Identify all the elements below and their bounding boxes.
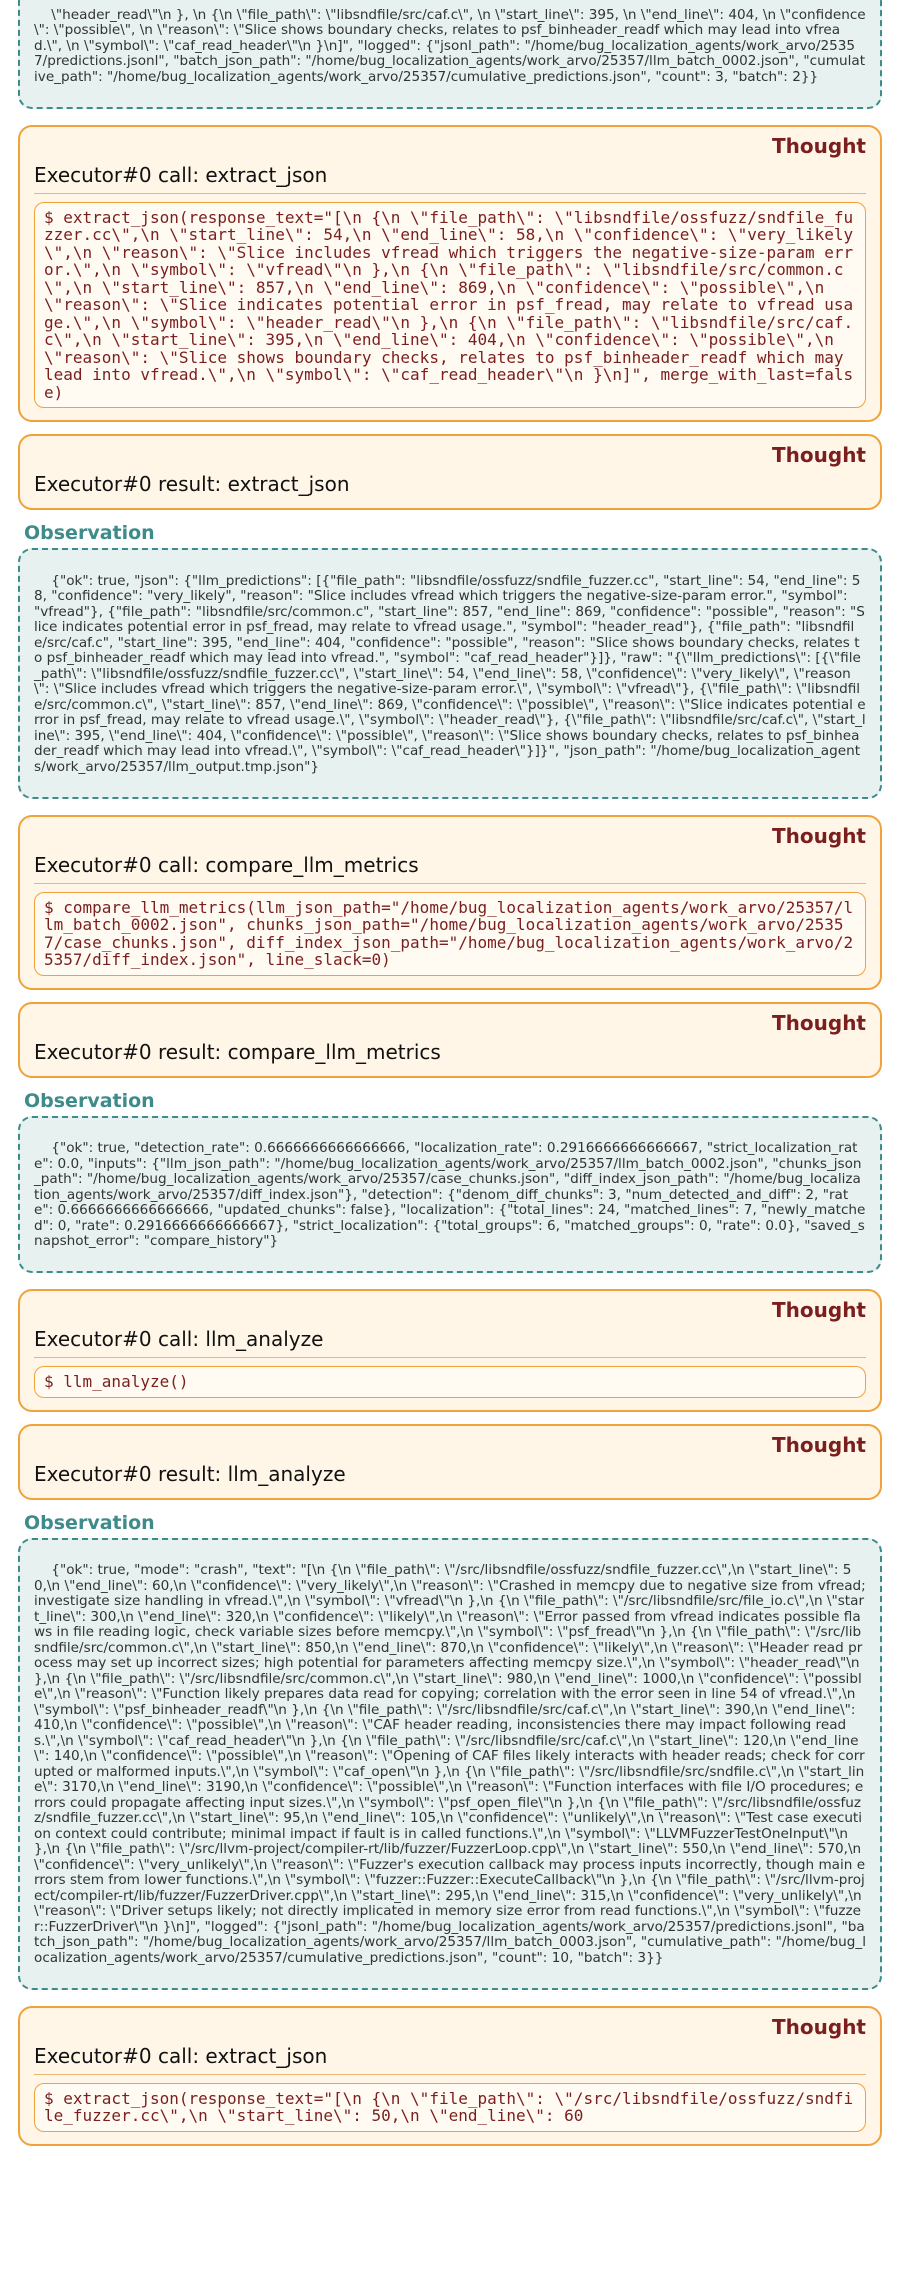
observation-text: {"ok": true, "detection_rate": 0.6666666666666666, "localization_rate": 0.2916666666666667, "strict_localization_rate": 0.0, "inputs": {"llm_json_path": "/home/bug_localization_agents/work_arvo/25357/llm_batch_0002.json", "chunks_json_path": "/home/bug_localization_agents/work_arvo/25357/case_chunks.json", "diff_index_json_path": "/home/bug_localization_agents/work_arvo/25357/diff_index.json"}, "detection": {"denom_diff_chunks": 3, "num_detected_and_diff": 2, "rate": 0.6666666666666666, "updated_chunks": false}, "localization": {"total_lines": 24, "matched_lines": 7, "newly_matched": 0, "rate": 0.2916666666666667}, "strict_localization": {"total_groups": 6, "matched_groups": 0, "rate": 0.0}, "saved_snapshot_error": "compare_history"} bbox=[34, 1140, 866, 1249]
observation-box bbox=[18, 0, 882, 109]
result-card bbox=[18, 1424, 882, 1500]
thought-label: Thought bbox=[772, 1010, 866, 1035]
call-title: Executor#0 call: compare_llm_metrics bbox=[34, 849, 866, 884]
result-title: Executor#0 result: llm_analyze bbox=[34, 1461, 346, 1486]
result-title: Executor#0 result: compare_llm_metrics bbox=[34, 1039, 441, 1064]
observation-text: {"ok": true, "json": {"llm_predictions": [{"file_path": "libsndfile/ossfuzz/sndfile_fuzzer.cc", "start_line": 54, "end_line": 58, "confidence": "very_likely", "reason": "Slice includes vfread which triggers the negative-size-param error.", "symbol": "vfread"}, {"file_path": "libsndfile/src/common.c", "start_line": 857, "end_line": 869, "confidence": "possible", "reason": "Slice indicates potential error in psf_fread, may relate to vfread usage.", "symbol": "header_read"}, {"file_path": "libsndfile/src/caf.c", "start_line": 395, "end_line": 404, "confidence": "possible", "reason": "Slice shows boundary checks, relates to psf_binheader_readf which may lead into vfread.", "symbol": "caf_read_header"}]}, "raw": "{\"llm_predictions\": [{\"file_path\": \"libsndfile/ossfuzz/sndfile_fuzzer.cc\", \"start_line\": 54, \"end_line\": 58, \"confidence\": \"very_likely\", \"reason\": \"Slice includes vfread which triggers the negative-size-param error.\", \"symbol\": \"vfread\"}, {\"file_path\": \"libsndfile/src/common.c\", \"start_line\": 857, \"end_line\": 869, \"confidence\": \"possible\", \"reason\": \"Slice indicates potential error in psf_fread, may relate to vfread usage.\", \"symbol\": \"header_read\"}, {\"file_path\": \"libsndfile/src/caf.c\", \"start_line\": 395, \"end_line\": 404, \"confidence\": \"possible\", \"reason\": \"Slice shows boundary checks, relates to psf_binheader_readf which may lead into vfread.\", \"symbol\": \"caf_read_header\"}]}", "json_path": "/home/bug_localization_agents/work_arvo/25357/llm_output.tmp.json"} bbox=[34, 572, 866, 775]
observation-text: \"header_read\"\n }, \n {\n \"file_path\": \"libsndfile/src/caf.c\", \n \"start_line\": 395, \n \"end_line\": 404, \n \"confidence\": \"possible\", \n \"reason\": \"Slice shows boundary checks, relates to psf_binheader_readf which may lead into vfread.\", \n \"symbol\": \"caf_read_header\"\n }\n]", "logged": {"jsonl_path": "/home/bug_localization_agents/work_arvo/25357/predictions.jsonl", "batch_json_path": "/home/bug_localization_agents/work_arvo/25357/llm_batch_0002.json", "cumulative_path": "/home/bug_localization_agents/work_arvo/25357/cumulative_predictions.json", "count": 3, "batch": 2}} bbox=[34, 6, 866, 85]
command-block: $ extract_json(response_text="[\n {\n \"file_path\": \"/src/libsndfile/ossfuzz/sndfile_fuzzer.cc\",\n \"start_line\": 50,\n \"end_line\": 60 bbox=[34, 2083, 866, 2132]
observation-box bbox=[18, 1538, 882, 1990]
thought-label: Thought bbox=[772, 1432, 866, 1457]
call-title: Executor#0 call: extract_json bbox=[34, 159, 866, 194]
command-block: $ llm_analyze() bbox=[34, 1366, 866, 1398]
observation-box bbox=[18, 548, 882, 799]
result-title: Executor#0 result: extract_json bbox=[34, 472, 350, 496]
command-block: $ extract_json(response_text="[\n {\n \"file_path\": \"libsndfile/ossfuzz/sndfile_fuzzer.cc\",\n \"start_line\": 54,\n \"end_line\": 58,\n \"confidence\": \"very_likely\",\n \"reason\": \"Slice includes vfread which triggers the negative-size-param error.\",\n \"symbol\": \"vfread\"\n },\n {\n \"file_path\": \"libsndfile/src/common.c\",\n \"start_line\": 857,\n \"end_line\": 869,\n \"confidence\": \"possible\",\n \"reason\": \"Slice indicates potential error in psf_fread, may relate to vfread usage.\",\n \"symbol\": \"header_read\"\n },\n {\n \"file_path\": \"libsndfile/src/caf.c\",\n \"start_line\": 395,\n \"end_line\": 404,\n \"confidence\": \"possible\",\n \"reason\": \"Slice shows boundary checks, relates to psf_binheader_readf which may lead into vfread.\",\n \"symbol\": \"caf_read_header\"\n }\n]", merge_with_last=false) bbox=[34, 202, 866, 409]
thought-label: Thought bbox=[772, 133, 866, 158]
result-card bbox=[18, 434, 882, 510]
observation-label: Observation bbox=[24, 522, 155, 544]
thought-label: Thought bbox=[772, 1298, 866, 1322]
thought-label: Thought bbox=[772, 443, 866, 467]
thought-label: Thought bbox=[772, 2014, 866, 2039]
result-card bbox=[18, 1002, 882, 1078]
call-card bbox=[18, 2006, 882, 2146]
observation-label: Observation bbox=[24, 1089, 155, 1112]
call-card bbox=[18, 815, 882, 990]
observation-box bbox=[18, 1116, 882, 1274]
command-block: $ compare_llm_metrics(llm_json_path="/home/bug_localization_agents/work_arvo/25357/llm_batch_0002.json", chunks_json_path="/home/bug_localization_agents/work_arvo/25357/case_chunks.json", diff_index_json_path="/home/bug_localization_agents/work_arvo/25357/diff_index.json", line_slack=0) bbox=[34, 892, 866, 976]
call-title: Executor#0 call: llm_analyze bbox=[34, 1323, 866, 1358]
call-title: Executor#0 call: extract_json bbox=[34, 2040, 866, 2075]
observation-text: {"ok": true, "mode": "crash", "text": "[\n {\n \"file_path\": \"/src/libsndfile/ossfuzz/sndfile_fuzzer.cc\",\n \"start_line\": 50,\n \"end_line\": 60,\n \"confidence\": \"very_likely\",\n \"reason\": \"Crashed in memcpy due to negative size from vfread; investigate size handling in vfread.\",\n \"symbol\": \"vfread\"\n },\n {\n \"file_path\": \"/src/libsndfile/src/file_io.c\",\n \"start_line\": 300,\n \"end_line\": 320,\n \"confidence\": \"likely\",\n \"reason\": \"Error passed from vfread indicates possible flaws in file reading logic, check variable sizes before memcpy.\",\n \"symbol\": \"psf_fread\"\n },\n {\n \"file_path\": \"/src/libsndfile/src/common.c\",\n \"start_line\": 850,\n \"end_line\": 870,\n \"confidence\": \"likely\",\n \"reason\": \"Header read process may set up incorrect sizes; high potential for parameters affecting memcpy size.\",\n \"symbol\": \"header_read\"\n },\n {\n \"file_path\": \"/src/libsndfile/src/common.c\",\n \"start_line\": 980,\n \"end_line\": 1000,\n \"confidence\": \"possible\",\n \"reason\": \"Function likely prepares data read for copying; correlation with the error seen in line 54 of vfread.\",\n \"symbol\": \"psf_binheader_readf\"\n },\n {\n \"file_path\": \"/src/libsndfile/src/caf.c\",\n \"start_line\": 390,\n \"end_line\": 410,\n \"confidence\": \"possible\",\n \"reason\": \"CAF header reading, inconsistencies there may impact following reads.\",\n \"symbol\": \"caf_read_header\"\n },\n {\n \"file_path\": \"/src/libsndfile/src/caf.c\",\n \"start_line\": 120,\n \"end_line\": 140,\n \"confidence\": \"possible\",\n \"reason\": \"Opening of CAF files likely interacts with header reads; check for corrupted or malformed inputs.\",\n \"symbol\": \"caf_open\"\n },\n {\n \"file_path\": \"/src/libsndfile/src/sndfile.c\",\n \"start_line\": 3170,\n \"end_line\": 3190,\n \"confidence\": \"possible\",\n \"reason\": \"Function interfaces with file I/O procedures; errors could propagate affecting input sizes.\",\n \"symbol\": \"psf_open_file\"\n },\n {\n \"file_path\": \"/src/libsndfile/ossfuzz/sndfile_fuzzer.cc\",\n \"start_line\": 95,\n \"end_line\": 105,\n \"confidence\": \"unlikely\",\n \"reason\": \"Test case execution context could contribute; minimal impact if fault is in called functions.\",\n \"symbol\": \"LLVMFuzzerTestOneInput\"\n },\n {\n \"file_path\": \"/src/llvm-project/compiler-rt/lib/fuzzer/FuzzerLoop.cpp\",\n \"start_line\": 550,\n \"end_line\": 570,\n \"confidence\": \"very_unlikely\",\n \"reason\": \"Fuzzer's execution callback may process inputs incorrectly, though main errors stem from lower functions.\",\n \"symbol\": \"fuzzer::Fuzzer::ExecuteCallback\"\n },\n {\n \"file_path\": \"/src/llvm-project/compiler-rt/lib/fuzzer/FuzzerDriver.cpp\",\n \"start_line\": 295,\n \"end_line\": 315,\n \"confidence\": \"very_unlikely\",\n \"reason\": \"Driver setups likely; not directly implicated in memory size error from read functions.\",\n \"symbol\": \"fuzzer::FuzzerDriver\"\n }\n]", "logged": {"jsonl_path": "/home/bug_localization_agents/work_arvo/25357/predictions.jsonl", "batch_json_path": "/home/bug_localization_agents/work_arvo/25357/llm_batch_0003.json", "cumulative_path": "/home/bug_localization_agents/work_arvo/25357/cumulative_predictions.json", "count": 10, "batch": 3}} bbox=[34, 1562, 871, 1966]
thought-label: Thought bbox=[772, 823, 866, 848]
call-card bbox=[18, 1289, 882, 1412]
observation-label: Observation bbox=[24, 1511, 155, 1534]
call-card bbox=[18, 125, 882, 423]
